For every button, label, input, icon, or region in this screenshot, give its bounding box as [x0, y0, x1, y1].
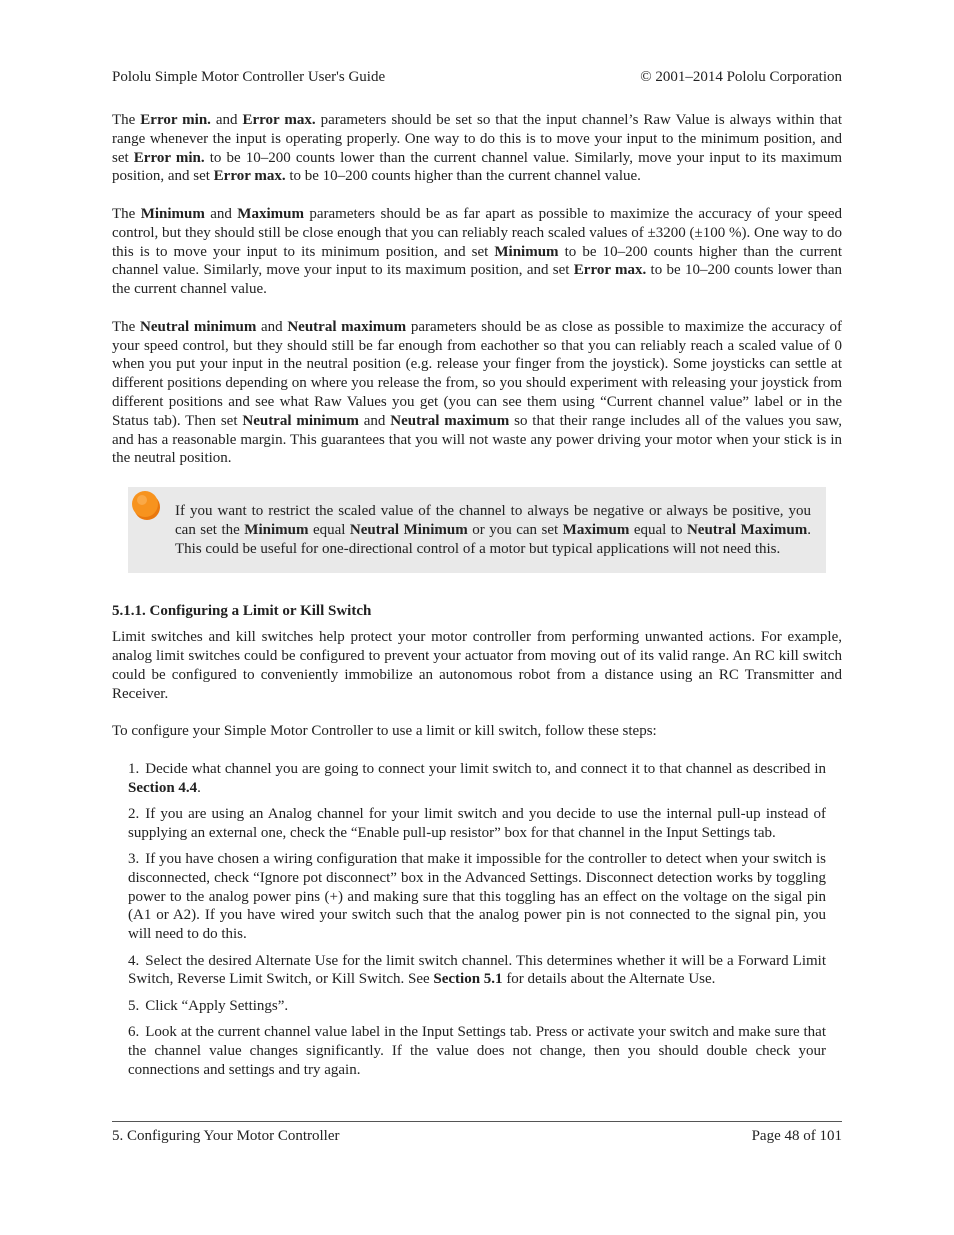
section-link[interactable]: Section 4.4 — [128, 779, 198, 796]
page-footer — [112, 1121, 842, 1145]
list-item: 3. If you have chosen a wiring configuration that make it impossible for the controller to detect when your switch is disconnected, check “Ignore pot disconnect” box in the Advanced Settings. Disconnect detection works by toggling power to the analog power pins (+) and making sure that this toggling has an effect on the voltage on the sigal pin (A1 or A2). If you have wired your switch such that the analog power pin is not connected to the signal pin, you will need to do this. — [128, 851, 826, 943]
orange-circle-icon — [130, 489, 162, 521]
page-header — [112, 69, 842, 86]
list-item: 6. Look at the current channel value label in the Input Settings tab. Press or activate your switch and make sure that the channel value changes significantly. If the value does not change, then you should double check your connections and settings and try again. — [128, 1023, 826, 1078]
header-copyright: © 2001–2014 Pololu Corporation — [640, 69, 842, 85]
paragraph-error-limits: The Error min. and Error max. parameters should be set so that the input channel’s Raw Value is always within that range whenever the input is operating properly. One way to do this is to move your input to the minimum position, and set Error min. to be 10–200 counts lower than the current channel value. Similarly, move your input to its maximum position, and set Error max. to be 10–200 counts higher than the current channel value. — [112, 112, 842, 185]
page-body — [112, 111, 842, 1087]
footer-chapter: 5. Configuring Your Motor Controller — [112, 1128, 340, 1144]
list-item: 4. Select the desired Alternate Use for the limit switch channel. This determines whether it will be a Forward Limit Switch, Reverse Limit Switch, or Kill Switch. See Section 5.1 for details about the Alternate Use. — [128, 952, 826, 988]
note-box — [128, 487, 826, 573]
paragraph-min-max: The Minimum and Maximum parameters should be as far apart as possible to maximize the accuracy of your speed control, but they should still be close enough that you can reliably reach scaled values of ±3200 (±100 %). One way to do this is to move your input to its minimum position, and set Minimum to be 10–200 counts higher than the current channel value. Similarly, move your input to its maximum position, and set Error max. to be 10–200 counts lower than the current channel value. — [112, 205, 843, 298]
list-item: 5. Click “Apply Settings”. — [128, 997, 289, 1014]
paragraph-neutral: The Neutral minimum and Neutral maximum parameters should be as close as possible to maximize the accuracy of your speed control, but they should still be far enough from eachother so that you can reliably reach a scaled value of 0 when you put your input in the neutral position (e.g. release your finger from the joystick). Some joysticks can settle at different positions depending on where you release the from, so you should experiment with releasing your joystick from different positions and see what Raw Values you get (you can see them using “Current channel value” label or in the Status tab). Then set Neutral minimum and Neutral maximum so that their range includes all of the values you saw, and has a reasonable margin. This guarantees that you will not waste any power driving your motor when your stick is in the neutral position. — [112, 318, 842, 467]
note-text: If you want to restrict the scaled value of the channel to always be negative or always be positive, you can set the Minimum equal Neutral Minimum or you can set Maximum equal to Neutral Maximum. This could be useful for one-directional control of a motor but typical applications will not need this. — [175, 502, 812, 557]
list-item: 2. If you are using an Analog channel for your limit switch and you decide to use the internal pull-up instead of supplying an external one, check the “Enable pull-up resistor” box for that channel in the Input Settings tab. — [128, 806, 826, 841]
section-heading: 5.1.1. Configuring a Limit or Kill Switch — [112, 603, 372, 620]
list-item: 1. Decide what channel you are going to connect your limit switch to, and connect it to that channel as described in Section 4.4. — [128, 760, 826, 796]
header-title: Pololu Simple Motor Controller User's Guide — [112, 69, 386, 85]
steps-list — [112, 760, 842, 1079]
footer-page-number: Page 48 of 101 — [751, 1128, 842, 1144]
section-link[interactable]: Section 5.1 — [433, 971, 503, 988]
paragraph-steps-intro: To configure your Simple Motor Controller to use a limit or kill switch, follow these steps: — [112, 723, 657, 740]
paragraph-limit-intro: Limit switches and kill switches help protect your motor controller from performing unwanted actions. For example, analog limit switches could be configured to prevent your actuator from moving out of its valid range. An RC kill switch could be configured to conveniently immobilize an autonomous robot from a distance using an RC Transmitter and Receiver. — [112, 629, 842, 702]
